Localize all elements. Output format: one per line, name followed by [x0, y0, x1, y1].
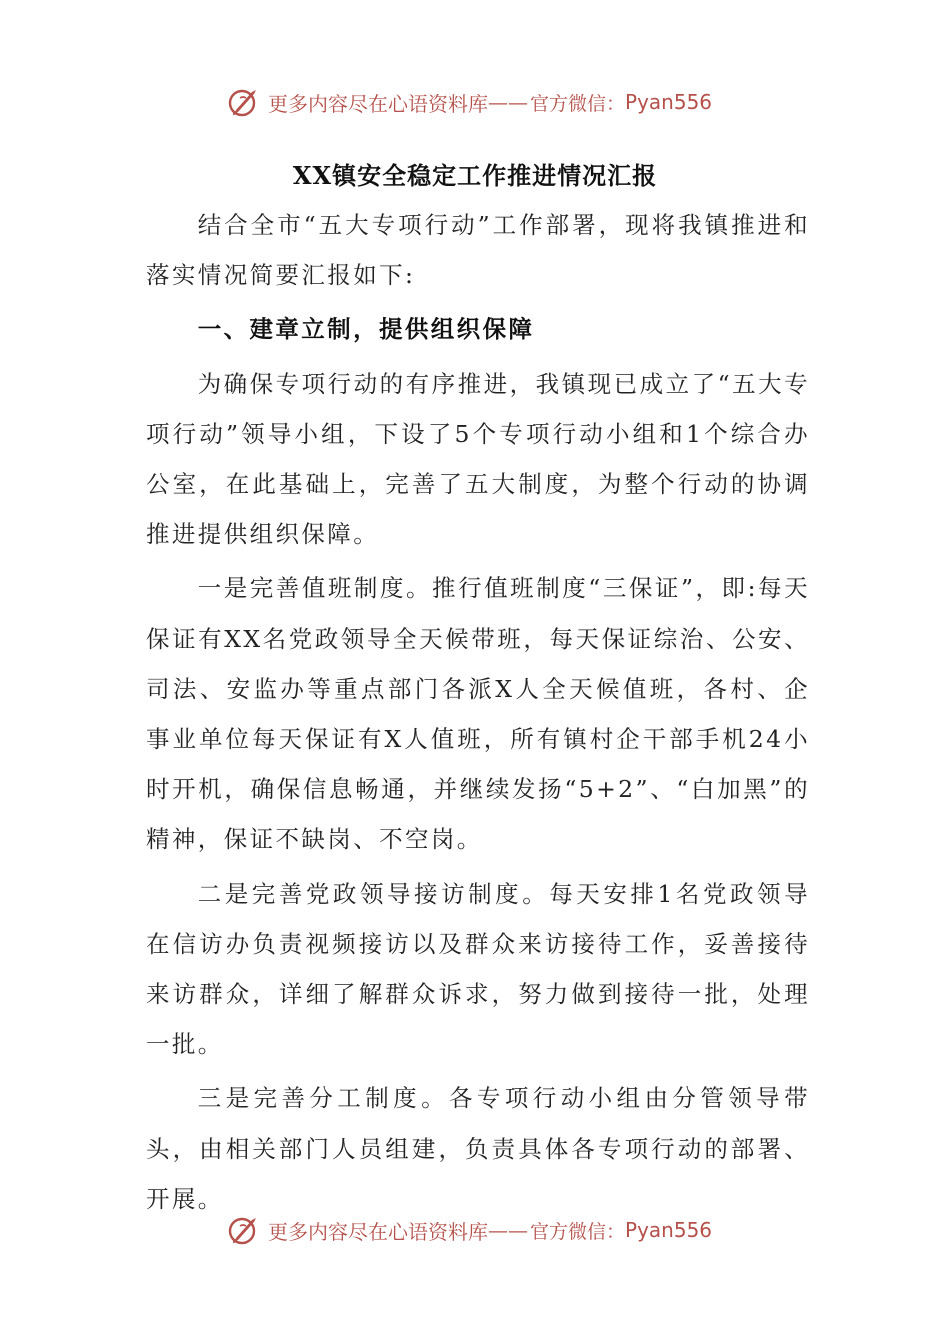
section-heading: 一、建章立制，提供组织保障 [197, 315, 535, 344]
paragraph-division-system: 三是完善分工制度。各专项行动小组由分管领导带头，由相关部门人员组建，负责具体各专项行动的部署、开展。 [146, 1084, 810, 1213]
banner-wechat-id: Pyan556 [625, 90, 713, 114]
banner-separator: —— [488, 90, 528, 114]
document-body [146, 200, 810, 1224]
footer-banner [226, 1210, 746, 1250]
paragraph-reception-system: 二是完善党政领导接访制度。每天安排1名党政领导在信访办负责视频接访以及群众来访接待工作，妥善接待来访群众，详细了解群众诉求，努力做到接待一批，处理一批。 [146, 879, 810, 1059]
banner-text: 更多内容尽在心语资料库 [268, 1219, 488, 1244]
paragraph-organization: 为确保专项行动的有序推进，我镇现已成立了“五大专项行动”领导小组，下设了5个专项行动小组和1个综合办公室，在此基础上，完善了五大制度，为整个行动的协调推进提供组织保障。 [146, 369, 810, 549]
banner-text: 更多内容尽在心语资料库 [268, 91, 488, 116]
paragraph-duty-system: 一是完善值班制度。推行值班制度“三保证”，即:每天保证有XX名党政领导全天候带班，每天保证综治、公安、司法、安监办等重点部门各派X人全天候值班，各村、企事业单位每天保证有X人值班，所有镇村企干部手机24小时开机，确保信息畅通，并继续发扬“5+2”、“白加黑”的精神，保证不缺岗、不空岗。 [146, 574, 810, 854]
pen-nib-circle-icon [226, 1212, 262, 1248]
pen-nib-circle-icon [226, 84, 262, 120]
header-banner [226, 82, 746, 122]
banner-wechat-label: 官方微信： [530, 92, 626, 115]
banner-separator: —— [488, 1218, 528, 1242]
banner-wechat-label: 官方微信： [530, 1220, 626, 1243]
document-title: XX镇安全稳定工作推进情况汇报 [292, 161, 658, 190]
banner-wechat-id: Pyan556 [625, 1218, 713, 1242]
paragraph-intro: 结合全市“五大专项行动”工作部署，现将我镇推进和落实情况简要汇报如下: [146, 211, 810, 290]
